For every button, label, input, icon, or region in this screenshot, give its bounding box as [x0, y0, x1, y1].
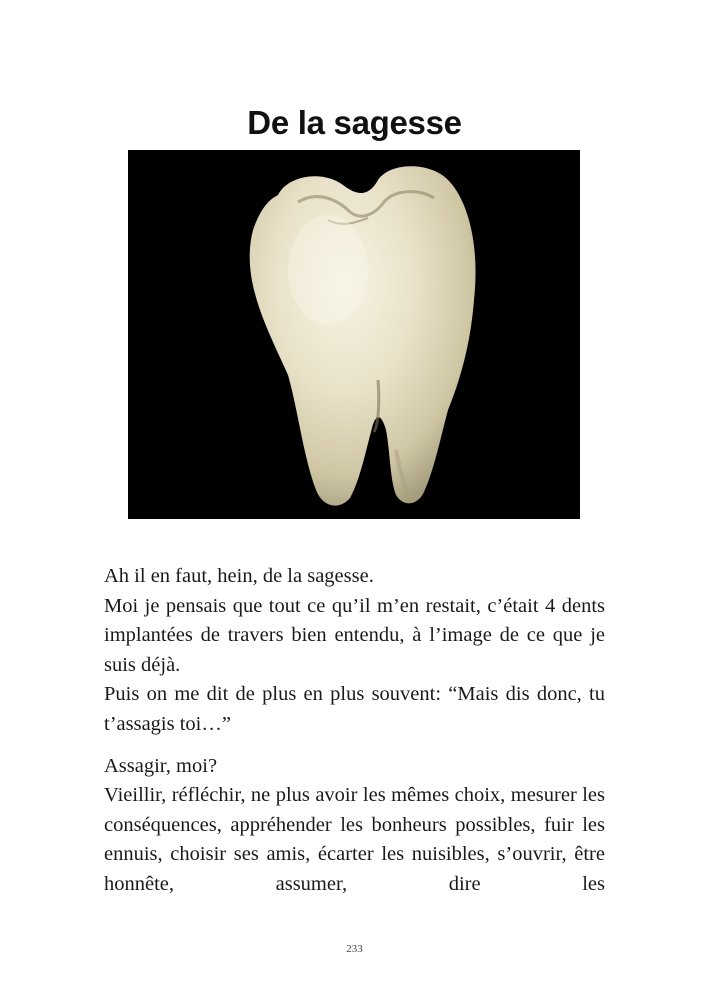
paragraph-4: Assagir, moi? — [104, 754, 218, 777]
page-title: De la sagesse — [247, 104, 462, 142]
page-number: 233 — [346, 943, 363, 955]
paragraph-1: Ah il en faut, hein, de la sagesse. — [104, 565, 374, 587]
paragraph-2: Moi je pensais que tout ce qu’il m’en restait, c’était 4 dents implantées de travers bien entendu, à l’image de ce que je suis déjà. — [104, 594, 605, 676]
body-text — [104, 562, 605, 900]
tooth-illustration — [128, 150, 580, 519]
wisdom-tooth-photo — [128, 150, 580, 519]
paragraph-5: Vieillir, réfléchir, ne plus avoir les mêmes choix, mesurer les conséquences, appréhender les bonheurs possibles, fuir les ennuis, choisir ses amis, écarter les nuisibles, s’ouvrir, être honnête, assumer, dire les — [104, 784, 605, 895]
paragraph-3: Puis on me dit de plus en plus souvent: “Mais dis donc, tu t’assagis toi…” — [104, 683, 605, 735]
